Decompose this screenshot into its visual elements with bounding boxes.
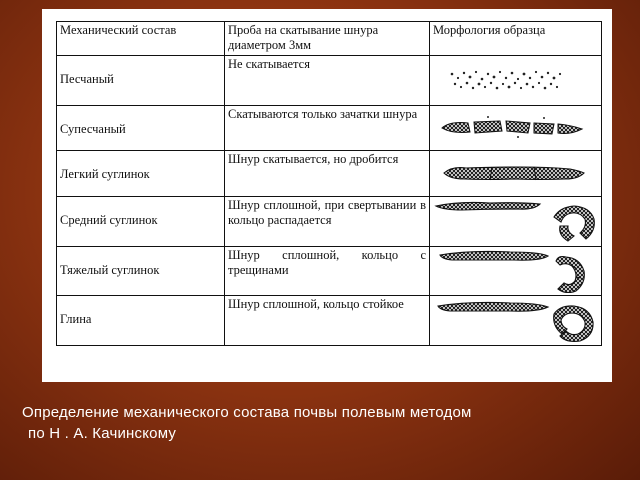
table-row <box>57 56 602 106</box>
header-morphology: Морфология образца <box>430 22 602 56</box>
header-test: Проба на скатывание шнура диаметром 3мм <box>225 22 430 56</box>
cord-cracked-ring-icon <box>430 247 600 293</box>
soil-table-sheet <box>42 9 612 382</box>
header-composition: Механический состав <box>57 22 225 56</box>
soil-composition-table <box>56 21 602 346</box>
composition-cell <box>57 56 225 106</box>
broken-cord-icon <box>430 106 600 148</box>
morphology-cell <box>430 247 602 296</box>
composition-cell <box>57 296 225 346</box>
table-row <box>57 296 602 346</box>
composition-cell <box>57 247 225 296</box>
composition-label: Средний суглинок <box>60 213 158 227</box>
table-row <box>57 197 602 247</box>
morphology-cell <box>430 151 602 197</box>
cord-solid-ring-icon <box>430 296 600 343</box>
composition-label: Супесчаный <box>60 122 126 136</box>
test-cell: Шнур сплошной, кольцо с трещинами <box>225 247 430 296</box>
table-row <box>57 151 602 197</box>
table-row <box>57 106 602 151</box>
morphology-cell <box>430 106 602 151</box>
test-cell: Шнур скатывается, но дробится <box>225 151 430 197</box>
composition-label: Легкий суглинок <box>60 167 150 181</box>
table-row <box>57 247 602 296</box>
table-header-row <box>57 22 602 56</box>
composition-cell <box>57 197 225 247</box>
composition-cell <box>57 151 225 197</box>
cord-segmented-icon <box>430 151 600 194</box>
morphology-cell <box>430 56 602 106</box>
test-cell: Скатываются только зачатки шнура <box>225 106 430 151</box>
sand-crumbs-icon <box>430 56 600 103</box>
composition-label: Песчаный <box>60 72 114 86</box>
test-cell: Шнур сплошной, при свертывании в кольцо распадается <box>225 197 430 247</box>
morphology-cell <box>430 197 602 247</box>
cord-broken-ring-icon <box>430 197 600 244</box>
test-cell: Шнур сплошной, кольцо стойкое <box>225 296 430 346</box>
composition-label: Тяжелый суглинок <box>60 263 160 277</box>
caption-line-1: Определение механического состава почвы полевым методом <box>22 404 472 421</box>
morphology-cell <box>430 296 602 346</box>
composition-cell <box>57 106 225 151</box>
caption-line-2: по Н . А. Качинскому <box>28 425 177 442</box>
slide-caption <box>22 402 622 444</box>
composition-label: Глина <box>60 312 92 326</box>
test-cell: Не скатывается <box>225 56 430 106</box>
